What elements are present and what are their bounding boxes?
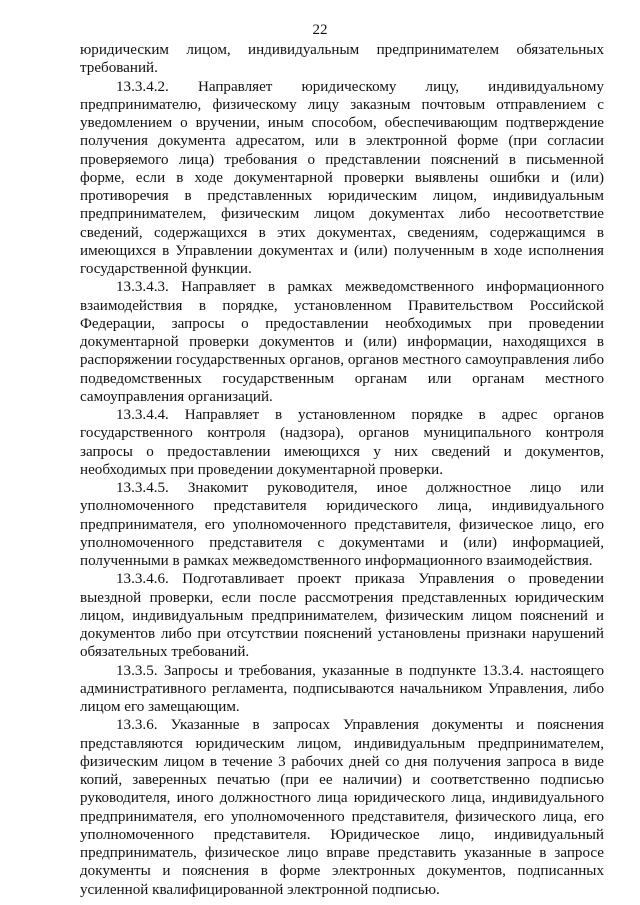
page-number: 22 <box>312 22 328 38</box>
paragraph-continuation: юридическим лицом, индивидуальным предпринимателем обязательных требований. <box>80 42 604 77</box>
paragraph-13-3-4-4: 13.3.4.4. Направляет в установленном порядке в адрес органов государственного контроля (надзора), органов муниципального контроля запросы о предоставлении имеющихся у них сведений и документов, необходимых при проведении документарной проверки. <box>80 407 604 478</box>
document-body <box>80 41 604 899</box>
paragraph-13-3-5: 13.3.5. Запросы и требования, указанные в подпункте 13.3.4. настоящего административного регламента, подписываются начальником Управления, либо лицом его замещающим. <box>80 662 604 715</box>
paragraph-13-3-4-2: 13.3.4.2. Направляет юридическому лицу, индивидуальному предпринимателю, физическому лицу заказным почтовым отправлением с уведомлением о вручении, иным способом, обеспечивающим подтверждение получения документа адресатом, или в электронной форме (при согласии проверяемого лица) требования о представлении пояснений в письменной форме, если в ходе документарной проверки выявлены ошибки и (или) противоречия в представленных юридическим лицом, индивидуальным предпринимателем, физическим лицом документах либо несоответствие сведений, содержащихся в этих документах, сведениям, содержащимся в имеющихся в Управлении документах и (или) полученным в ходе исполнения государственной функции. <box>80 78 604 277</box>
paragraph-13-3-6: 13.3.6. Указанные в запросах Управления документы и пояснения представляются юридическим лицом, индивидуальным предпринимателем, физическим лицом в течение 3 рабочих дней со дня получения запроса в виде копий, заверенных печатью (при ее наличии) и соответственно подписью руководителя, иного должностного лица юридического лица, индивидуального предпринимателя, его уполномоченного представителя, физического лица, его уполномоченного представителя. Юридическое лицо, индивидуальный предприниматель, физическое лицо вправе представить указанные в запросе документы и пояснения в форме электронных документов, подписанных усиленной квалифицированной электронной подписью. <box>80 717 604 898</box>
paragraph-13-3-4-5: 13.3.4.5. Знакомит руководителя, иное должностное лицо или уполномоченного представителя юридического лица, индивидуального предпринимателя, его уполномоченного представителя, физическое лицо, его уполномоченного представителя с документами и (или) информацией, полученными в рамках межведомственного информационного взаимодействия. <box>80 480 604 569</box>
paragraph-13-3-4-6: 13.3.4.6. Подготавливает проект приказа Управления о проведении выездной проверки, если после рассмотрения представленных юридическим лицом, индивидуальным предпринимателем, физическим лицом пояснений и документов либо при отсутствии пояснений установлены признаки нарушений обязательных требований. <box>80 571 604 661</box>
paragraph-13-3-4-3: 13.3.4.3. Направляет в рамках межведомственного информационного взаимодействия в порядке, установленном Правительством Российской Федерации, запросы о предоставлении необходимых при проведении документарной проверки документов и (или) информации, находящихся в распоряжении государственных органов, органов местного самоуправления либо подведомственных государственным органам или органам местного самоуправления организаций. <box>80 279 604 405</box>
